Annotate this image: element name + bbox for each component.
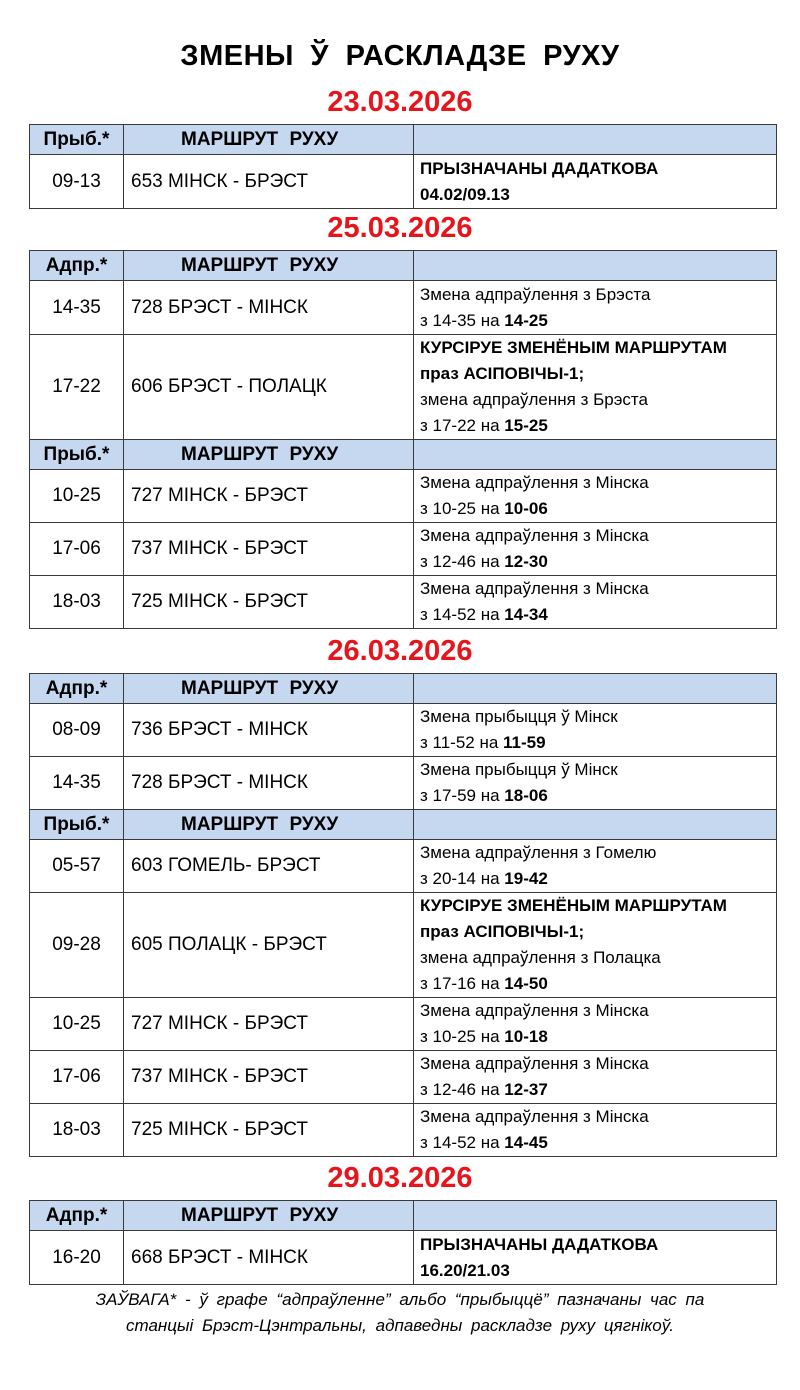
change-text: Змена адпраўлення з Мінска	[420, 579, 649, 598]
table-row	[30, 1231, 777, 1285]
footnote	[30, 1287, 770, 1339]
train-route: 605 ПОЛАЦК - БРЭСТ	[124, 893, 414, 998]
schedule-change	[414, 998, 777, 1051]
schedule-change	[414, 335, 777, 440]
train-time: 05-57	[30, 840, 124, 893]
table-header-row	[30, 440, 777, 470]
change-text-bold: праз АСІПОВІЧЫ-1;	[420, 922, 585, 941]
change-text: Змена адпраўлення з Мінска	[420, 526, 649, 545]
change-text: Змена адпраўлення з Мінска	[420, 473, 649, 492]
change-line	[420, 1258, 776, 1284]
change-line	[420, 156, 776, 182]
train-route: 725 МІНСК - БРЭСТ	[124, 1104, 414, 1157]
change-line	[420, 919, 776, 945]
change-text-bold: 12-30	[504, 552, 548, 571]
train-route: 668 БРЭСТ - МІНСК	[124, 1231, 414, 1285]
table-row	[30, 155, 777, 209]
change-line	[420, 308, 776, 334]
schedule-change	[414, 281, 777, 335]
train-time: 17-22	[30, 335, 124, 440]
train-time: 10-25	[30, 998, 124, 1051]
change-text: з 14-35 на	[420, 310, 505, 330]
time-column-header: Прыб.*	[30, 440, 124, 470]
change-line	[420, 998, 776, 1024]
table-row	[30, 335, 777, 440]
change-text-bold: 10-06	[504, 499, 548, 518]
change-text: з 20-14 на	[420, 869, 505, 888]
change-text-bold: КУРСІРУЕ ЗМЕНЁНЫМ МАРШРУТАМ	[420, 338, 727, 357]
train-time: 17-06	[30, 523, 124, 576]
train-time: 10-25	[30, 470, 124, 523]
change-text-bold: 12-37	[504, 1080, 548, 1099]
change-text: змена адпраўлення з Полацка	[420, 948, 661, 967]
change-line	[420, 1104, 776, 1130]
table-row	[30, 704, 777, 757]
train-route: 603 ГОМЕЛЬ- БРЭСТ	[124, 840, 414, 893]
change-text-bold: 19-42	[504, 869, 548, 888]
train-time: 14-35	[30, 757, 124, 810]
schedule-change	[414, 1104, 777, 1157]
table-row	[30, 1051, 777, 1104]
change-line	[420, 730, 776, 756]
change-line	[420, 971, 776, 997]
change-text: з 10-25 на	[420, 499, 505, 518]
schedule-change	[414, 704, 777, 757]
train-route: 606 БРЭСТ - ПОЛАЦК	[124, 335, 414, 440]
change-text: Змена адпраўлення з Мінска	[420, 1001, 649, 1020]
train-route: 653 МІНСК - БРЭСТ	[124, 155, 414, 209]
change-line	[420, 470, 776, 496]
change-text: з 17-59 на	[420, 786, 505, 805]
schedule-table	[29, 673, 777, 1157]
train-route: 736 БРЭСТ - МІНСК	[124, 704, 414, 757]
table-row	[30, 893, 777, 998]
table-row	[30, 1104, 777, 1157]
table-row	[30, 470, 777, 523]
table-row	[30, 576, 777, 629]
table-header-row	[30, 810, 777, 840]
change-line	[420, 866, 776, 892]
schedule-change	[414, 576, 777, 629]
change-line	[420, 549, 776, 575]
schedule-change	[414, 840, 777, 893]
change-text: з 14-52 на	[420, 1133, 505, 1152]
change-line	[420, 945, 776, 971]
change-text: з 12-46 на	[420, 1080, 505, 1099]
change-line	[420, 282, 776, 308]
train-route: 737 МІНСК - БРЭСТ	[124, 1051, 414, 1104]
schedule-change	[414, 155, 777, 209]
footnote-line: станцыі Брэст-Цэнтральны, адпаведны раскладзе руху цягнікоў.	[126, 1316, 674, 1335]
change-line	[420, 576, 776, 602]
change-line	[420, 361, 776, 387]
change-text-bold: 04.02/09.13	[420, 184, 510, 204]
schedule-change	[414, 470, 777, 523]
change-text-bold: 14-45	[504, 1133, 548, 1152]
change-text-bold: ПРЫЗНАЧАНЫ ДАДАТКОВА	[420, 1234, 659, 1254]
train-time: 16-20	[30, 1231, 124, 1285]
date-heading: 23.03.2026	[327, 86, 473, 118]
change-text-bold: 14-50	[504, 974, 548, 993]
train-route: 727 МІНСК - БРЭСТ	[124, 998, 414, 1051]
change-line	[420, 1051, 776, 1077]
route-column-header: МАРШРУТ РУХУ	[124, 1201, 414, 1231]
table-header-row	[30, 1201, 777, 1231]
change-line	[420, 1077, 776, 1103]
change-text-bold: ПРЫЗНАЧАНЫ ДАДАТКОВА	[420, 158, 659, 178]
route-column-header: МАРШРУТ РУХУ	[124, 810, 414, 840]
change-text: Змена адпраўлення з Гомелю	[420, 843, 657, 862]
change-line	[420, 783, 776, 809]
change-text-bold: праз АСІПОВІЧЫ-1;	[420, 364, 585, 383]
schedule-change	[414, 757, 777, 810]
change-text: Змена адпраўлення з Брэста	[420, 284, 651, 304]
train-route: 725 МІНСК - БРЭСТ	[124, 576, 414, 629]
date-heading: 25.03.2026	[327, 212, 473, 244]
change-line	[420, 387, 776, 413]
change-text: з 10-25 на	[420, 1027, 505, 1046]
footnote-line: ЗАЎВАГА* - ў графе “адпраўленне” альбо “прыбыццё” пазначаны час па	[95, 1290, 705, 1309]
table-header-row	[30, 674, 777, 704]
time-column-header: Адпр.*	[30, 674, 124, 704]
change-line	[420, 413, 776, 439]
change-text-bold: 15-25	[504, 416, 548, 435]
schedule-table	[29, 124, 777, 209]
train-time: 18-03	[30, 576, 124, 629]
route-column-header: МАРШРУТ РУХУ	[124, 674, 414, 704]
change-column-header	[414, 251, 777, 281]
change-column-header	[414, 440, 777, 470]
change-line	[420, 335, 776, 361]
time-column-header: Адпр.*	[30, 251, 124, 281]
change-line	[420, 1130, 776, 1156]
route-column-header: МАРШРУТ РУХУ	[124, 251, 414, 281]
change-text-bold: 16.20/21.03	[420, 1260, 510, 1280]
change-text: з 17-22 на	[420, 416, 505, 435]
change-text-bold: КУРСІРУЕ ЗМЕНЁНЫМ МАРШРУТАМ	[420, 896, 727, 915]
train-time: 09-28	[30, 893, 124, 998]
change-line	[420, 704, 776, 730]
change-text-bold: 14-25	[504, 310, 548, 330]
change-text-bold: 14-34	[504, 605, 548, 624]
schedule-table	[29, 1200, 777, 1285]
change-text: змена адпраўлення з Брэста	[420, 390, 648, 409]
train-time: 08-09	[30, 704, 124, 757]
table-row	[30, 757, 777, 810]
change-text-bold: 10-18	[504, 1027, 548, 1046]
change-text: з 11-52 на	[420, 733, 504, 752]
table-row	[30, 840, 777, 893]
schedule-change	[414, 523, 777, 576]
change-line	[420, 893, 776, 919]
date-heading: 29.03.2026	[327, 1162, 473, 1194]
change-line	[420, 757, 776, 783]
time-column-header: Прыб.*	[30, 125, 124, 155]
table-header-row	[30, 251, 777, 281]
route-column-header: МАРШРУТ РУХУ	[124, 440, 414, 470]
change-text: Змена прыбыцця ў Мінск	[420, 707, 618, 726]
table-row	[30, 281, 777, 335]
change-line	[420, 1024, 776, 1050]
change-line	[420, 602, 776, 628]
change-column-header	[414, 810, 777, 840]
date-heading: 26.03.2026	[327, 635, 473, 667]
schedule-change	[414, 1051, 777, 1104]
train-time: 14-35	[30, 281, 124, 335]
table-header-row	[30, 125, 777, 155]
change-column-header	[414, 674, 777, 704]
train-route: 737 МІНСК - БРЭСТ	[124, 523, 414, 576]
time-column-header: Адпр.*	[30, 1201, 124, 1231]
train-route: 728 БРЭСТ - МІНСК	[124, 757, 414, 810]
change-column-header	[414, 1201, 777, 1231]
route-column-header: МАРШРУТ РУХУ	[124, 125, 414, 155]
change-text: Змена адпраўлення з Мінска	[420, 1107, 649, 1126]
train-route: 728 БРЭСТ - МІНСК	[124, 281, 414, 335]
change-column-header	[414, 125, 777, 155]
change-line	[420, 182, 776, 208]
change-text: Змена адпраўлення з Мінска	[420, 1054, 649, 1073]
change-line	[420, 523, 776, 549]
table-row	[30, 523, 777, 576]
change-line	[420, 1232, 776, 1258]
train-time: 18-03	[30, 1104, 124, 1157]
schedule-table	[29, 250, 777, 629]
schedule-change	[414, 1231, 777, 1285]
change-text-bold: 18-06	[504, 786, 548, 805]
change-text: з 12-46 на	[420, 552, 505, 571]
change-text: з 14-52 на	[420, 605, 505, 624]
schedule-change	[414, 893, 777, 998]
page-title: ЗМЕНЫ Ў РАСКЛАДЗЕ РУХУ	[180, 40, 620, 72]
change-text: Змена прыбыцця ў Мінск	[420, 760, 618, 779]
change-text-bold: 11-59	[503, 733, 546, 752]
change-line	[420, 496, 776, 522]
change-text: з 17-16 на	[420, 974, 505, 993]
table-row	[30, 998, 777, 1051]
train-time: 17-06	[30, 1051, 124, 1104]
train-time: 09-13	[30, 155, 124, 209]
time-column-header: Прыб.*	[30, 810, 124, 840]
train-route: 727 МІНСК - БРЭСТ	[124, 470, 414, 523]
change-line	[420, 840, 776, 866]
